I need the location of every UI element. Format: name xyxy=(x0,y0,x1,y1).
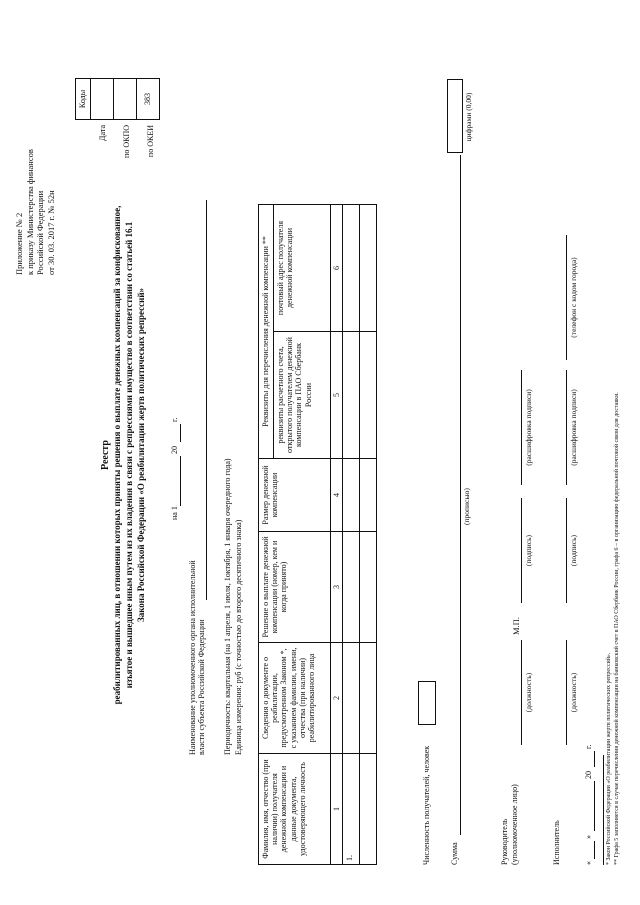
main-table xyxy=(258,204,377,865)
col-5-header: реквизиты расчетного счета, открытого получателем денежной компенсации в ПАО Сбербанк России xyxy=(274,332,331,459)
col-num-2: 2 xyxy=(331,643,343,754)
row-2-col-4[interactable] xyxy=(360,459,377,532)
signing-date-year-line xyxy=(594,751,595,767)
signing-date-suffix: г. xyxy=(584,744,593,749)
appendix-line-4: от 30. 03. 2017 г. № 52н xyxy=(45,190,56,275)
title-line-3: Закона Российской Федерации «О реабилитации жертв политических репрессий» xyxy=(136,287,146,623)
executor-phone-caption: (телефон с кодом города) xyxy=(569,257,578,338)
sum-words-line xyxy=(460,155,461,835)
count-input-box[interactable] xyxy=(418,681,436,725)
row-1-col-6[interactable] xyxy=(343,205,360,332)
signing-date-year-prefix: 20 xyxy=(584,771,593,779)
signing-date-quote-open: « xyxy=(584,861,593,865)
col-num-4: 4 xyxy=(331,459,343,532)
sum-figures-box[interactable] xyxy=(447,79,463,153)
row-1-col-4[interactable] xyxy=(343,459,360,532)
title-line-1: реабилитированных лиц, в отношении которых приняты решения о выплате денежных компенсаций за конфискованное, xyxy=(112,205,122,705)
appendix-block xyxy=(14,149,57,275)
executor-signature-line xyxy=(566,498,567,603)
report-date-suffix: г. xyxy=(170,417,179,422)
signing-date-month-line xyxy=(594,781,595,831)
sum-in-words-caption: (прописью) xyxy=(462,488,471,525)
org-name-line xyxy=(206,200,207,600)
footnote-1: * Закон Российской Федерации «О реабилитации жертв политических репрессий». xyxy=(606,652,612,865)
head-signature-caption: (подпись) xyxy=(524,534,533,567)
head-decode-caption: (расшифровка подписи) xyxy=(524,389,533,466)
signing-date-quote-close: » xyxy=(584,835,593,839)
appendix-line-3: Российской Федерации xyxy=(35,190,46,275)
executor-signature-caption: (подпись) xyxy=(569,534,578,567)
col-4-header: Размер денежной компенсации xyxy=(259,459,331,532)
head-decode-line xyxy=(521,370,522,485)
title-word: Реестр xyxy=(100,440,111,471)
codes-okei-cell: 383 xyxy=(137,79,160,120)
appendix-line-2: к приказу Министерства финансов xyxy=(24,149,35,275)
report-date-prefix: на 1 xyxy=(170,506,179,520)
head-position-line xyxy=(521,640,522,745)
org-label-1: Наименование уполномоченного органа исполнительной xyxy=(188,560,197,755)
executor-decode-line xyxy=(566,370,567,485)
col-num-6: 6 xyxy=(331,205,343,332)
date-label: Дата xyxy=(98,125,107,141)
row-1-col-2[interactable] xyxy=(343,643,360,754)
report-date xyxy=(170,370,182,520)
title-line-2: изъятое и вышедшее иным путем из их владения в связи с репрессиями имущество в соответствии со статьей 16.1 xyxy=(124,221,134,689)
count-label: Численность получателей, человек xyxy=(422,745,431,865)
main-table-wrap xyxy=(258,204,377,865)
head-label: Руководитель xyxy=(500,818,509,865)
row-2-col-2[interactable] xyxy=(360,643,377,754)
sum-in-figures-caption: цифрами (0,00) xyxy=(464,92,473,142)
row-1-col-3[interactable] xyxy=(343,532,360,643)
appendix-line-1: Приложение № 2 xyxy=(14,212,24,275)
periodicity-text: Периодичность: квартальная (на 1 апреля, 1 июля, 1октября, 1 января очередного года) xyxy=(223,458,232,755)
report-date-month-line xyxy=(180,456,181,506)
row-2-col-1[interactable] xyxy=(360,754,377,865)
unit-text: Единица измерения: руб (с точностью до второго десятичного знака) xyxy=(234,519,243,755)
okpo-label: по ОКПО xyxy=(122,125,131,158)
col-num-3: 3 xyxy=(331,532,343,643)
executor-position-caption: (должность) xyxy=(569,672,578,713)
executor-decode-caption: (расшифровка подписи) xyxy=(569,389,578,466)
head-position-caption: (должность) xyxy=(524,672,533,713)
head-signature-line xyxy=(521,498,522,603)
row-2-col-5[interactable] xyxy=(360,332,377,459)
seal-mark: М.П. xyxy=(511,617,521,635)
codes-header: Коды xyxy=(76,79,91,120)
report-date-year-line xyxy=(180,424,181,442)
signing-date-day-line xyxy=(594,841,595,859)
row-2-col-6[interactable] xyxy=(360,205,377,332)
okei-label: по ОКЕИ xyxy=(146,125,155,158)
col-6-header: почтовый адрес получателя денежной компенсации xyxy=(274,205,331,332)
col-3-header: Решение о выплате денежной компенсации (номер, кем и когда принято) xyxy=(259,532,331,643)
row-1-col-5[interactable] xyxy=(343,332,360,459)
row-2-col-3[interactable] xyxy=(360,532,377,643)
col-2-header: Сведения о документе о реабилитации, предусмотренном Законом *, с указанием фамилии, имени, отчества (при наличии) реабилитированного лица xyxy=(259,643,331,754)
col-1-header: Фамилия, имя, отчество (при наличии) получателя денежной компенсации и данные документа, удостоверяющего личность xyxy=(259,754,331,865)
executor-position-line xyxy=(566,640,567,745)
signing-date xyxy=(584,665,596,865)
row-1-col-1[interactable]: 1. xyxy=(343,754,360,865)
executor-phone-line xyxy=(566,235,567,360)
footnote-divider xyxy=(603,755,604,865)
col-num-5: 5 xyxy=(331,332,343,459)
executor-label: Исполнитель xyxy=(552,820,561,865)
report-date-year-prefix: 20 xyxy=(170,446,179,454)
footnote-2: ** Графа 5 заполняется в случае перечисления денежной компенсации на банковский счет в ПАО Сбербанк России, графа 6 – в организацию федеральной почтовой связи для доставки. xyxy=(614,392,620,865)
head-sub-label: (уполномоченное лицо) xyxy=(510,784,519,865)
col-56-header: Реквизиты для перечисления денежной компенсации ** xyxy=(259,205,274,459)
sum-label: Сумма xyxy=(450,842,459,865)
col-num-1: 1 xyxy=(331,754,343,865)
org-label-2: власти субъекта Российской Федерации xyxy=(197,619,206,755)
